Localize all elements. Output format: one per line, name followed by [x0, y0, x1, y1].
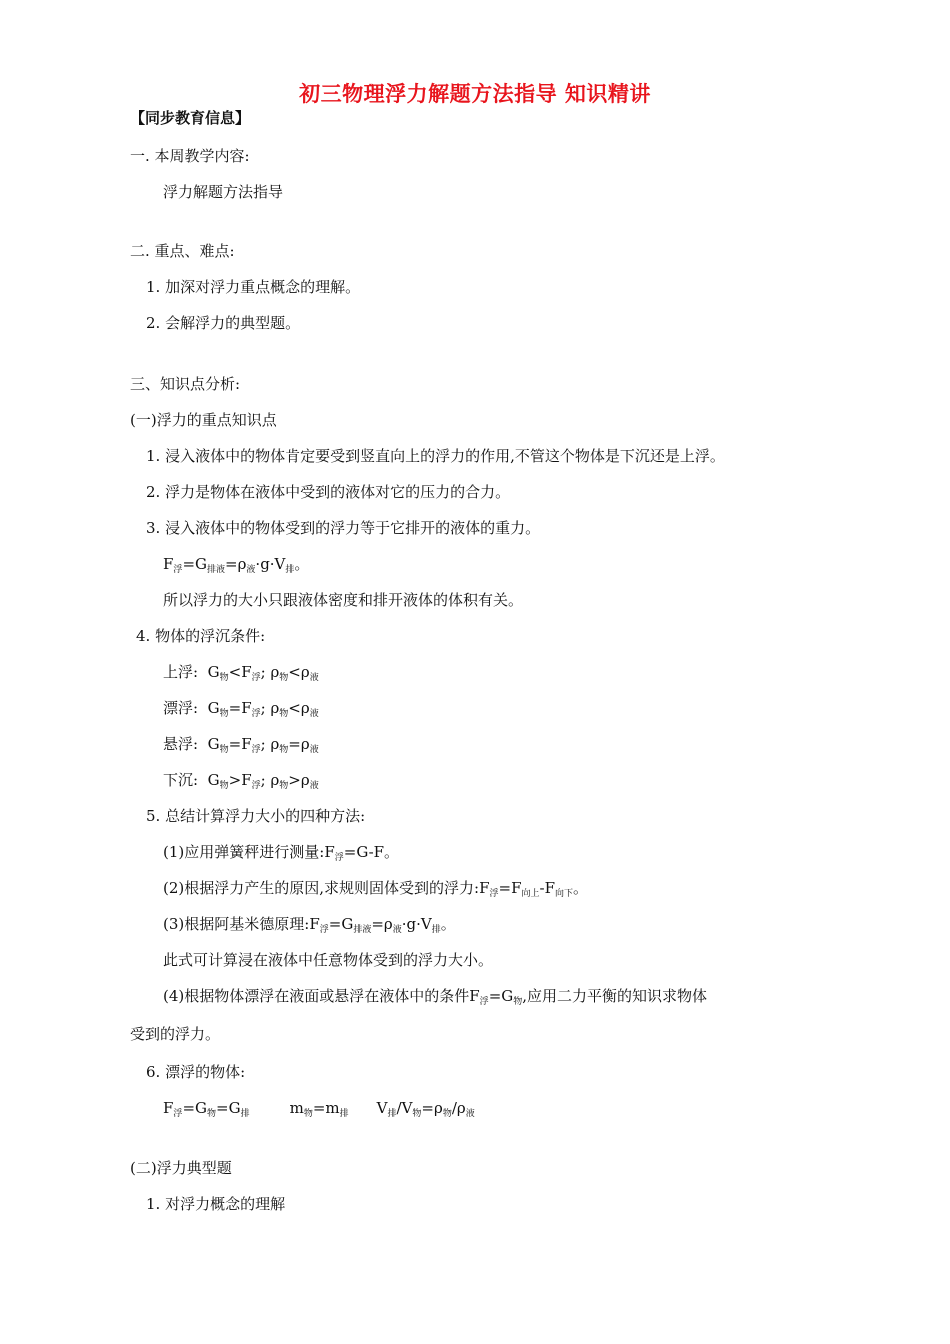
item6-heading: 6. 漂浮的物体: — [146, 1063, 246, 1081]
condition-label: 悬浮: — [163, 735, 199, 753]
formula-note: 所以浮力的大小只跟液体密度和排开液体的体积有关。 — [163, 591, 524, 609]
condition-label: 上浮: — [163, 663, 199, 681]
condition-suspend: 悬浮: $G_物=F_浮$; $\rho_物=\rho_液$ — [163, 735, 319, 755]
section2-heading: 二. 重点、难点: — [130, 242, 235, 260]
condition-rise: 上浮: $G_物<F_浮$; $\rho_物<\rho_液$ — [163, 663, 319, 683]
section2-item-2: 2. 会解浮力的典型题。 — [146, 314, 301, 332]
method-3-note: 此式可计算浸在液体中任意物体受到的浮力大小。 — [163, 951, 494, 969]
page-title: 初三物理浮力解题方法指导 知识精讲 — [299, 82, 651, 106]
method-4-continued: 受到的浮力。 — [130, 1025, 221, 1043]
part1-heading: (一)浮力的重点知识点 — [130, 411, 277, 429]
archimedes-formula: $F_浮=G_{排液}=\rho_液\cdot g\cdot V_排$。 — [163, 555, 310, 575]
knowledge-item-3: 3. 浸入液体中的物体受到的浮力等于它排开的液体的重力。 — [146, 519, 541, 537]
condition-sink: 下沉: $G_物>F_浮$; $\rho_物>\rho_液$ — [163, 771, 319, 791]
item5-heading: 5. 总结计算浮力大小的四种方法: — [146, 807, 366, 825]
header-label: 【同步教育信息】 — [130, 109, 251, 127]
item4-heading: 4. 物体的浮沉条件: — [136, 627, 266, 645]
condition-label: 漂浮: — [163, 699, 199, 717]
knowledge-item-1: 1. 浸入液体中的物体肯定要受到竖直向上的浮力的作用,不管这个物体是下沉还是上浮。 — [146, 447, 725, 465]
method-1: (1)应用弹簧秤进行测量$:F_浮=G-F$。 — [163, 843, 400, 863]
floating-object-formulas: $F_浮=G_物=G_排$ $m_物=m_排$ $V_排/V_物=\rho_物/\rho_液$ — [163, 1099, 475, 1119]
condition-float: 漂浮: $G_物=F_浮$; $\rho_物<\rho_液$ — [163, 699, 319, 719]
section1-content: 浮力解题方法指导 — [163, 183, 284, 201]
method-4: (4)根据物体漂浮在液面或悬浮在液体中的条件$F_浮=G_物$,应用二力平衡的知识求物体 — [163, 987, 708, 1007]
part2-heading: (二)浮力典型题 — [130, 1159, 232, 1177]
condition-label: 下沉: — [163, 771, 199, 789]
method-2: (2)根据浮力产生的原因,求规则固体受到的浮力$:F_浮=F_{向上}-F_{向下}$。 — [163, 879, 589, 899]
section3-heading: 三、知识点分析: — [130, 375, 241, 393]
part2-item-1: 1. 对浮力概念的理解 — [146, 1195, 286, 1213]
section2-item-1: 1. 加深对浮力重点概念的理解。 — [146, 278, 361, 296]
knowledge-item-2: 2. 浮力是物体在液体中受到的液体对它的压力的合力。 — [146, 483, 511, 501]
section1-heading: 一. 本周教学内容: — [130, 147, 250, 165]
method-3: (3)根据阿基米德原理$:F_浮=G_{排液}=\rho_液\cdot g\cdot V_排$。 — [163, 915, 456, 935]
